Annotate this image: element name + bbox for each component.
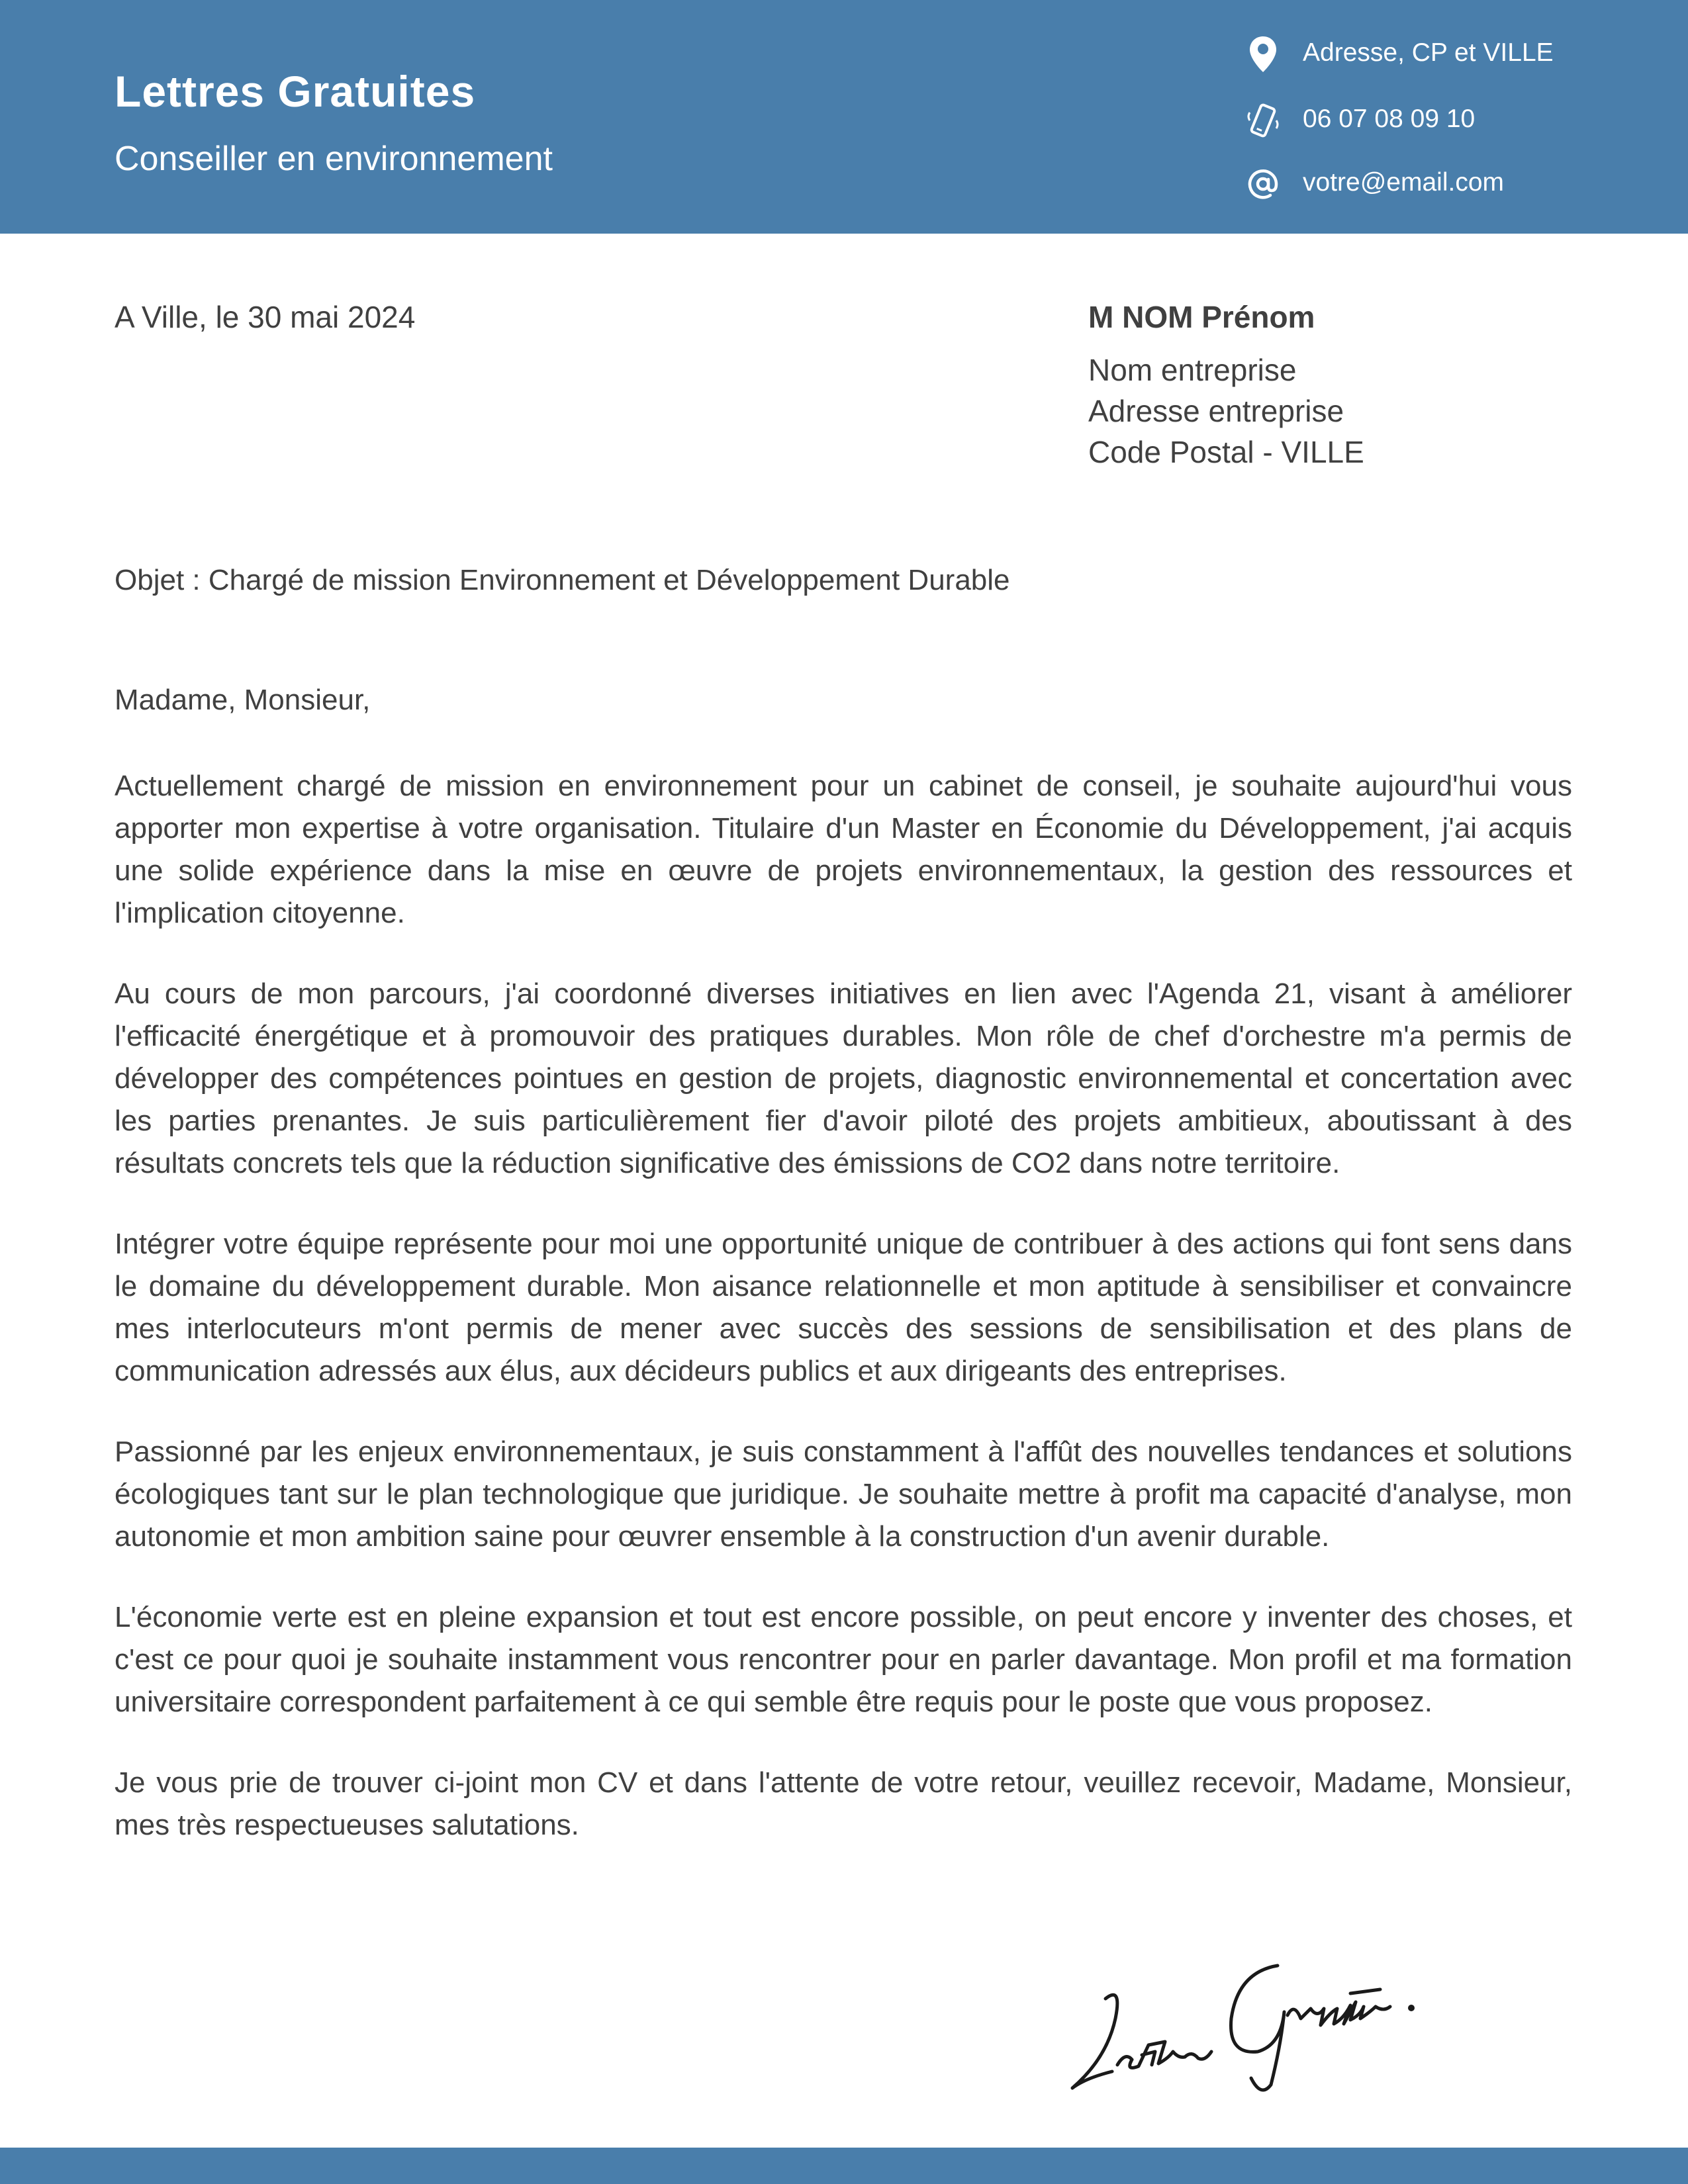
greeting: Madame, Monsieur, xyxy=(115,684,371,716)
contact-address-row xyxy=(1244,32,1655,74)
contact-phone-row xyxy=(1244,98,1655,140)
footer-bar xyxy=(0,2148,1688,2184)
phone-icon xyxy=(1244,102,1282,139)
contact-email-row xyxy=(1244,161,1655,204)
contact-email[interactable]: votre@email.com xyxy=(1303,168,1505,197)
contact-phone: 06 07 08 09 10 xyxy=(1303,105,1476,133)
paragraph: Au cours de mon parcours, j'ai coordonné diverses initiatives en lien avec l'Agenda 21, visant à améliorer l'efficacité énergétique et à promouvoir des pratiques durables. Mon rôle de chef d'orchestre m'a permis de développer des compétences pointues en gestion de projets, diagnostic environnemental et concertation avec les parties prenantes. Je suis particulièrement fier d'avoir piloté des projets ambitieux, aboutissant à des résultats concrets tels que la réduction significative des émissions de CO2 dans notre territoire. xyxy=(115,978,1572,1179)
handwritten-signature xyxy=(1059,1946,1443,2105)
recipient-address: Adresse entreprise xyxy=(1088,394,1344,428)
paragraph: L'économie verte est en pleine expansion et tout est encore possible, on peut encore y inventer des choses, et c'est ce pour quoi je souhaite instamment vous rencontrer pour en parler davantage. Mon profil et ma formation universitaire correspondent parfaitement à ce qui semble être requis pour le poste que vous proposez. xyxy=(115,1601,1572,1718)
contact-address: Adresse, CP et VILLE xyxy=(1303,38,1554,67)
paragraph: Je vous prie de trouver ci-joint mon CV et dans l'attente de votre retour, veuillez recevoir, Madame, Monsieur, mes très respectueuses salutations. xyxy=(115,1766,1572,1841)
recipient-name: M NOM Prénom xyxy=(1088,300,1315,334)
sender-name: Lettres Gratuites xyxy=(115,67,476,116)
recipient-city: Code Postal - VILLE xyxy=(1088,435,1364,469)
subject-line: Objet : Chargé de mission Environnement et Développement Durable xyxy=(115,564,1010,596)
at-sign-icon xyxy=(1244,165,1282,203)
recipient-company: Nom entreprise xyxy=(1088,353,1297,387)
date-line: A Ville, le 30 mai 2024 xyxy=(115,300,416,334)
recipient-block xyxy=(1088,299,1364,473)
paragraph: Actuellement chargé de mission en environnement pour un cabinet de conseil, je souhaite aujourd'hui vous apporter mon expertise à votre organisation. Titulaire d'un Master en Économie du Développement, j'ai acquis une solide expérience dans la mise en œuvre de projets environnementaux, la gestion des ressources et l'implication citoyenne. xyxy=(115,770,1572,929)
letter-header xyxy=(0,0,1688,234)
letter-body xyxy=(115,765,1572,1885)
paragraph: Passionné par les enjeux environnementaux, je suis constamment à l'affût des nouvelles tendances et solutions écologiques tant sur le plan technologique que juridique. Je souhaite mettre à profit ma capacité d'analyse, mon autonomie et mon ambition saine pour œuvrer ensemble à la construction d'un avenir durable. xyxy=(115,1435,1572,1553)
paragraph: Intégrer votre équipe représente pour moi une opportunité unique de contribuer à des actions qui font sens dans le domaine du développement durable. Mon aisance relationnelle et mon aptitude à sensibiliser et convaincre mes interlocuteurs m'ont permis de mener avec succès des sessions de sensibilisation et des plans de communication adressés aux élus, aux décideurs publics et aux dirigeants des entreprises. xyxy=(115,1228,1572,1387)
location-pin-icon xyxy=(1244,36,1282,73)
sender-job-title: Conseiller en environnement xyxy=(115,140,553,178)
